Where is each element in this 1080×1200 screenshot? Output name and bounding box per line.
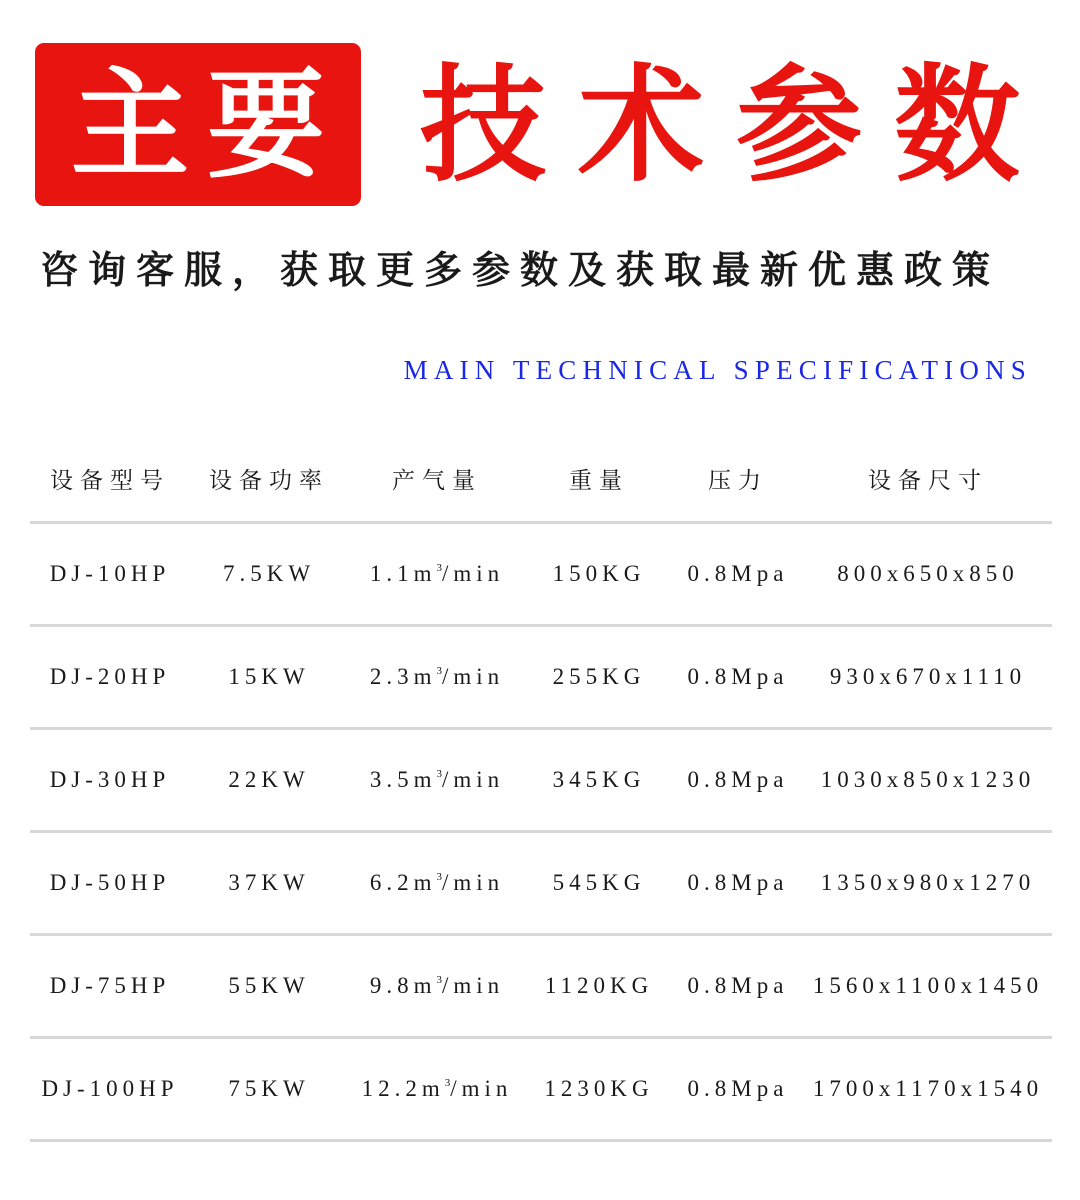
english-title: MAIN TECHNICAL SPECIFICATIONS (403, 355, 1032, 385)
table-row (30, 1039, 1052, 1142)
cell-size: 800x650x850 (837, 561, 1019, 586)
cell-power: 15KW (228, 664, 310, 689)
cell-weight: 345KG (552, 767, 646, 792)
cell-pressure: 0.8Mpa (687, 561, 789, 586)
cell-weight: 545KG (552, 870, 646, 895)
cell-output: $12.2m^3/\min$ (361, 1076, 513, 1101)
column-header-power: 设备功率 (209, 467, 329, 494)
column-header-size: 设备尺寸 (868, 467, 988, 494)
cell-weight: 1230KG (544, 1076, 654, 1101)
table-row (30, 524, 1052, 627)
cell-output: $2.3m^3/\min$ (369, 664, 505, 689)
table-header-row (30, 435, 1052, 524)
spec-table (30, 435, 1052, 1142)
column-header-model: 设备型号 (50, 467, 170, 494)
page-title: 技术参数 (420, 51, 1052, 199)
cell-size: 930x670x1110 (829, 664, 1027, 689)
cell-model: DJ-30HP (49, 767, 171, 792)
cell-pressure: 0.8Mpa (687, 664, 789, 689)
table-row (30, 730, 1052, 833)
cell-output: $6.2m^3/\min$ (369, 870, 505, 895)
cell-pressure: 0.8Mpa (687, 973, 789, 998)
cell-weight: 150KG (552, 561, 646, 586)
cell-pressure: 0.8Mpa (687, 1076, 789, 1101)
cell-output: $9.8m^3/\min$ (369, 973, 505, 998)
cell-size: 1350x980x1270 (820, 870, 1036, 895)
cell-model: DJ-50HP (49, 870, 171, 895)
column-header-output: 产气量 (392, 467, 482, 494)
cell-pressure: 0.8Mpa (687, 767, 789, 792)
cell-size: 1700x1170x1540 (812, 1076, 1044, 1101)
cell-weight: 1120KG (544, 973, 654, 998)
cell-power: 37KW (228, 870, 310, 895)
cell-size: 1560x1100x1450 (812, 973, 1044, 998)
column-header-pressure: 压力 (708, 467, 768, 494)
table-row (30, 936, 1052, 1039)
table-row (30, 627, 1052, 730)
title-highlight-text: 主要 (70, 54, 343, 194)
cell-power: 22KW (228, 767, 310, 792)
cell-model: DJ-75HP (49, 973, 171, 998)
cell-power: 75KW (228, 1076, 310, 1101)
cell-output: $1.1m^3/\min$ (369, 561, 505, 586)
cell-weight: 255KG (552, 664, 646, 689)
cell-pressure: 0.8Mpa (687, 870, 789, 895)
cell-model: DJ-100HP (41, 1076, 179, 1101)
title-highlight-box (35, 43, 361, 206)
cell-output: $3.5m^3/\min$ (369, 767, 505, 792)
subtitle: 咨询客服，获取更多参数及获取最新优惠政策 (40, 247, 1001, 292)
cell-model: DJ-20HP (49, 664, 171, 689)
column-header-weight: 重量 (569, 467, 629, 494)
cell-power: 55KW (228, 973, 310, 998)
cell-size: 1030x850x1230 (820, 767, 1036, 792)
cell-power: 7.5KW (222, 561, 316, 586)
table-row (30, 833, 1052, 936)
cell-model: DJ-10HP (49, 561, 171, 586)
